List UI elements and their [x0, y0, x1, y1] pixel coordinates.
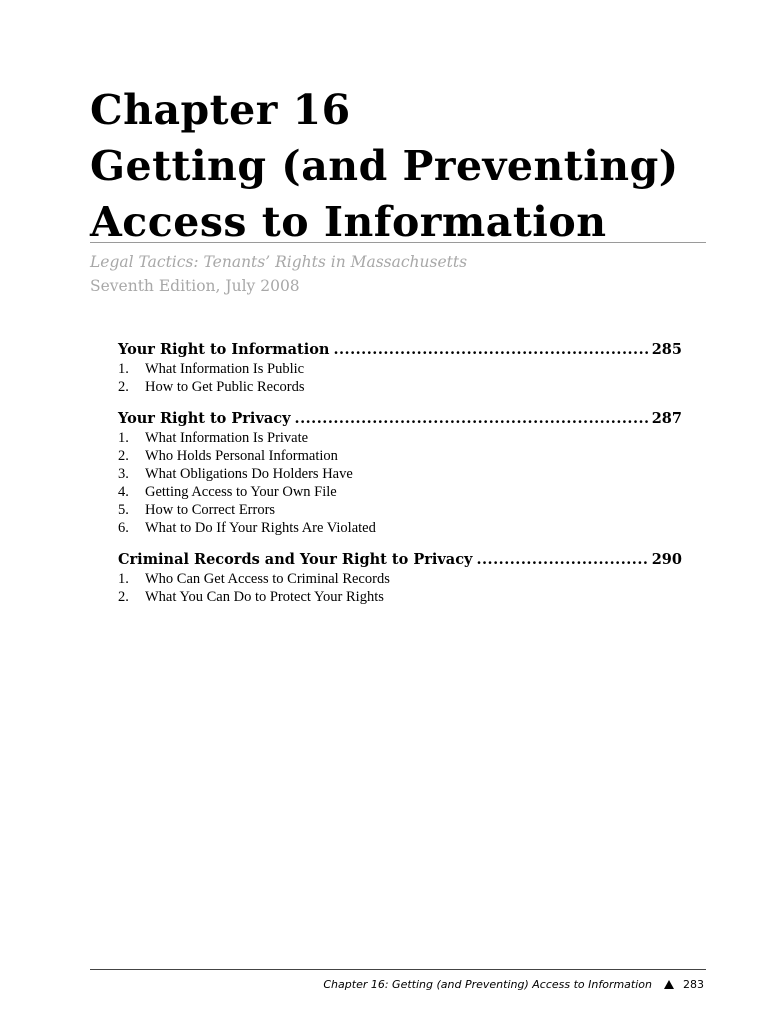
toc-item-number: 6. — [118, 520, 129, 536]
toc-item-number: 1. — [118, 430, 129, 446]
edition-text: Seventh Edition, July 2008 — [90, 277, 300, 295]
toc-item-text: Who Holds Personal Information — [145, 448, 338, 464]
page-footer — [323, 977, 704, 993]
chapter-title-line-2: Getting (and Preventing) — [90, 142, 679, 190]
toc-heading-text: Your Right to Privacy — [118, 410, 291, 427]
toc-item[interactable] — [118, 429, 682, 447]
toc-item[interactable] — [118, 570, 682, 588]
toc-item-number: 2. — [118, 448, 129, 464]
chapter-title-line-1: Chapter 16 — [90, 86, 351, 134]
toc-item-number: 1. — [118, 571, 129, 587]
toc-item-number: 1. — [118, 361, 129, 377]
toc-item[interactable] — [118, 483, 682, 501]
dot-leader — [295, 409, 648, 429]
dot-leader — [476, 550, 647, 570]
toc-item[interactable] — [118, 465, 682, 483]
toc-page-number: 290 — [651, 551, 682, 568]
toc-item-text: What to Do If Your Rights Are Violated — [145, 520, 376, 536]
title-divider — [90, 242, 706, 243]
toc-item-number: 4. — [118, 484, 129, 500]
toc-item[interactable] — [118, 519, 682, 537]
toc-page-number: 287 — [651, 410, 682, 427]
toc-item-text: What Obligations Do Holders Have — [145, 466, 353, 482]
toc-item[interactable] — [118, 501, 682, 519]
toc-item[interactable] — [118, 360, 682, 378]
toc-item-text: How to Get Public Records — [145, 379, 305, 395]
chapter-title-line-3: Access to Information — [90, 198, 607, 246]
toc-item-list — [118, 360, 682, 396]
toc-item-number: 3. — [118, 466, 129, 482]
toc-section-right-to-information — [118, 340, 682, 396]
toc-item-list — [118, 429, 682, 537]
book-title: Legal Tactics: Tenants’ Rights in Massachusetts — [90, 253, 468, 271]
dot-leader — [333, 340, 647, 360]
toc-item-number: 2. — [118, 589, 129, 605]
table-of-contents — [118, 340, 682, 619]
toc-heading[interactable] — [118, 340, 682, 360]
footer-divider — [90, 969, 706, 970]
toc-section-criminal-records — [118, 550, 682, 606]
toc-section-right-to-privacy — [118, 409, 682, 537]
toc-item-list — [118, 570, 682, 606]
toc-item-number: 5. — [118, 502, 129, 518]
book-info — [90, 250, 467, 298]
toc-item-text: How to Correct Errors — [145, 502, 276, 518]
toc-heading[interactable] — [118, 550, 682, 570]
toc-item-number: 2. — [118, 379, 129, 395]
toc-item-text: Getting Access to Your Own File — [145, 484, 337, 500]
toc-page-number: 285 — [651, 341, 682, 358]
toc-item-text: Who Can Get Access to Criminal Records — [145, 571, 390, 587]
toc-heading-text: Criminal Records and Your Right to Privacy — [118, 551, 473, 568]
toc-item-text: What Information Is Public — [145, 361, 305, 377]
toc-item-text: What Information Is Private — [145, 430, 309, 446]
running-title: Chapter 16: Getting (and Preventing) Access to Information — [323, 978, 652, 991]
triangle-icon — [664, 980, 674, 989]
toc-heading[interactable] — [118, 409, 682, 429]
toc-item[interactable] — [118, 378, 682, 396]
chapter-title — [90, 82, 706, 250]
toc-item-text: What You Can Do to Protect Your Rights — [145, 589, 384, 605]
page-number: 283 — [683, 978, 704, 991]
toc-item[interactable] — [118, 588, 682, 606]
toc-heading-text: Your Right to Information — [118, 341, 330, 358]
toc-item[interactable] — [118, 447, 682, 465]
